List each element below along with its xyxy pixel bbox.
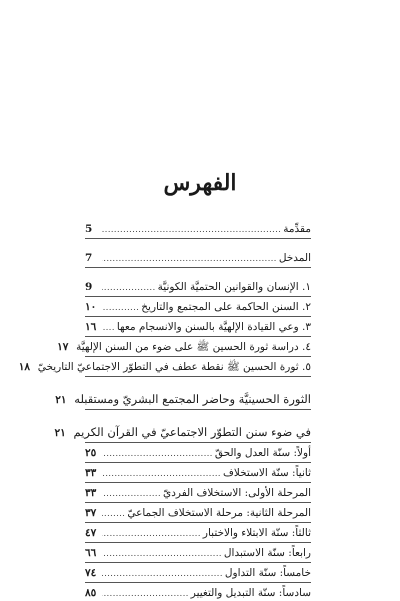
toc-entry (85, 320, 311, 335)
dot-leader (102, 506, 125, 521)
toc-entry-label: خامساً: سنّة التداول (224, 567, 311, 579)
toc-entry (85, 280, 311, 295)
divider (85, 316, 311, 317)
toc-entry (18, 360, 311, 375)
toc-entry-label: المدخل (278, 252, 311, 264)
toc-entry-page: ٣٣ (85, 487, 97, 499)
toc-entry-page: ٦٦ (85, 547, 97, 559)
dot-leader (102, 586, 189, 601)
toc-entry (85, 526, 311, 541)
toc-entry (85, 546, 311, 561)
divider (85, 442, 311, 443)
divider (85, 482, 311, 483)
divider (85, 356, 311, 357)
toc-entry (85, 586, 311, 601)
toc-entry-label: في ضوء سنن التطوّر الاجتماعيّ في القرآن الكريم (73, 425, 311, 439)
divider (85, 409, 311, 410)
dot-leader (102, 526, 201, 541)
toc-entry-page: ٢١ (54, 427, 66, 439)
toc-entry-label: المرحلة الأولى: الاستخلاف الفرديّ (163, 487, 311, 499)
toc-entry (85, 251, 311, 266)
toc-entry (85, 506, 311, 521)
divider (85, 376, 311, 377)
divider (85, 267, 311, 268)
toc-entry-label: المرحلة الثانية: مرحلة الاستخلاف الجماعيّ (127, 507, 311, 519)
dot-leader (102, 546, 222, 561)
divider (85, 502, 311, 503)
toc-entry-label: أولاً: سنّة العدل والحقّ (214, 447, 311, 459)
toc-entry-page: ٢١ (55, 394, 67, 406)
toc-entry-label: مقدِّمة (283, 223, 311, 235)
toc-entry (85, 222, 311, 237)
divider (85, 562, 311, 563)
dot-leader (102, 566, 223, 581)
toc-entry-page: ١٧ (57, 341, 69, 353)
toc-entry-label: ٥. ثورة الحسين ﷺ نقطة عطف في التطوّر الاجتماعيّ التاريخيّ (37, 361, 311, 373)
divider (85, 462, 311, 463)
toc-entry-page: ١٨ (18, 361, 30, 373)
toc-entry-page: 7 (85, 252, 93, 264)
toc-entry (85, 446, 311, 461)
toc-entry-label: ٣. وعي القيادة الإلهيَّة بالسنن والانسجام معها (116, 321, 311, 333)
dot-leader (102, 222, 281, 237)
toc-entry-page: ٣٧ (85, 507, 97, 519)
toc-entry (85, 300, 311, 315)
toc-entry (57, 340, 311, 355)
divider (85, 296, 311, 297)
page-title: الفهرس (163, 170, 237, 196)
dot-leader (102, 300, 139, 315)
toc-entry-page: ٢٥ (85, 447, 97, 459)
table-of-contents (18, 222, 311, 601)
dot-leader (102, 320, 115, 335)
toc-entry-page: 5 (85, 223, 93, 235)
toc-entry-label: ٤. دراسة ثورة الحسين ﷺ على ضوء من السنن الإلهيَّة (76, 341, 311, 353)
dot-leader (102, 251, 277, 266)
toc-entry-label: رابعاً: سنّة الاستبدال (223, 547, 311, 559)
dot-leader (102, 446, 213, 461)
toc-entry-label: سادساً: سنّة التبديل والتغيير (190, 587, 311, 599)
toc-entry (54, 425, 311, 441)
dot-leader (102, 486, 161, 501)
toc-entry-label: ثالثاً: سنّة الابتلاء والاختبار (202, 527, 311, 539)
toc-entry-page: ١٠ (85, 301, 97, 313)
toc-entry-page: ٧٤ (85, 567, 97, 579)
divider (85, 336, 311, 337)
divider (85, 522, 311, 523)
toc-entry-page: ٨٥ (85, 587, 97, 599)
toc-entry-page: 9 (85, 281, 93, 293)
toc-entry-page: ٣٣ (85, 467, 97, 479)
toc-entry (55, 392, 311, 408)
toc-entry-label: ١. الإنسان والقوانين الحتميَّة الكونيَّة (157, 281, 311, 293)
toc-entry (85, 566, 311, 581)
toc-entry (85, 486, 311, 501)
dot-leader (102, 466, 221, 481)
toc-entry-label: ٢. السنن الحاكمة على المجتمع والتاريخ (141, 301, 311, 313)
toc-entry-label: ثانياً: سنّة الاستخلاف (222, 467, 311, 479)
toc-entry-label: الثورة الحسينيَّة وحاضر المجتمع البشريّ ومستقبله (74, 392, 311, 406)
divider (85, 542, 311, 543)
divider (85, 238, 311, 239)
toc-entry-page: ٤٧ (85, 527, 97, 539)
dot-leader (102, 280, 156, 295)
toc-entry (85, 466, 311, 481)
toc-entry-page: ١٦ (85, 321, 97, 333)
